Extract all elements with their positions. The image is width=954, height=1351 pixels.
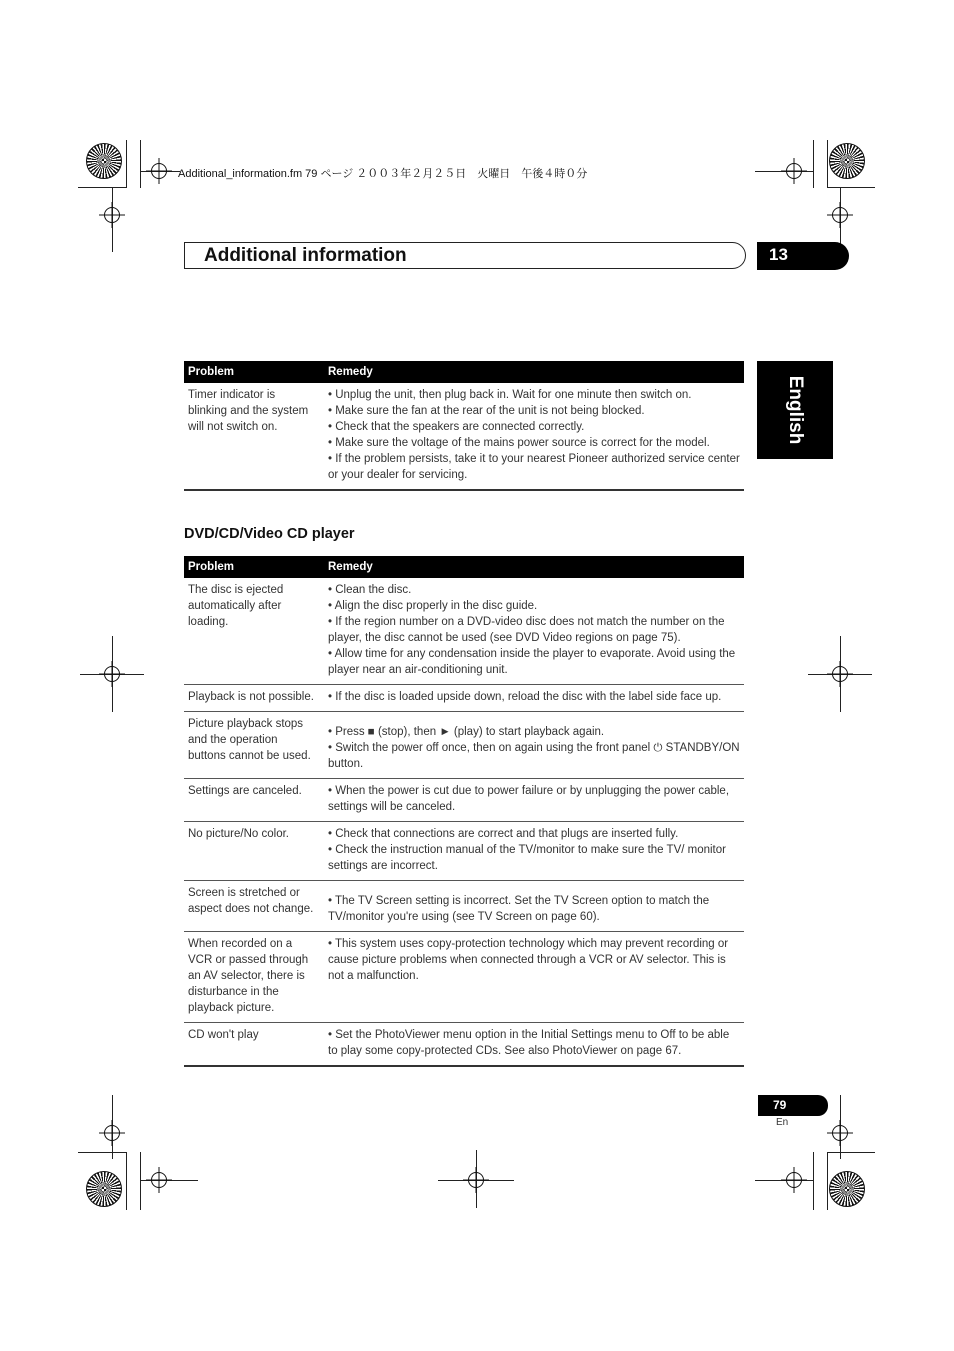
troubleshooting-table-general [184,361,744,491]
registration-mark-icon [151,163,167,179]
remedy-item: • Set the PhotoViewer menu option in the Initial Settings menu to Off to be able to play some copy-protected CDs. See also PhotoViewer on page 67. [328,1029,730,1057]
remedy-item: • If the problem persists, take it to your nearest Pioneer authorized service center or your dealer for servicing. [328,453,740,481]
column-header-problem: Problem [184,556,320,578]
language-tab [757,361,833,459]
section-title: DVD/CD/Video CD player [184,526,355,542]
remedy-cell [320,383,744,490]
registration-mark-icon [468,1172,484,1188]
column-header-problem: Problem [184,361,320,383]
language-tab-label: English [785,375,806,445]
remedy-cell [320,712,744,779]
remedy-item: • This system uses copy-protection technology which may prevent recording or cause picture problems when connected through a VCR or AV selector. This is not a malfunction. [328,938,729,982]
registration-mark-icon [104,1125,120,1141]
remedy-item: • Make sure the voltage of the mains power source is correct for the model. [328,437,710,449]
problem-cell: Settings are canceled. [184,779,320,822]
table-row [184,712,744,779]
remedy-item: • Align the disc properly in the disc guide. [328,600,538,612]
registration-mark-icon [832,207,848,223]
remedy-item: • Check the instruction manual of the TV/monitor to make sure the TV/ monitor settings are incorrect. [328,844,726,872]
page-language-code: En [776,1117,789,1128]
problem-cell: Timer indicator is blinking and the system will not switch on. [184,383,320,490]
registration-mark-icon [104,207,120,223]
chapter-number: 13 [757,242,849,270]
problem-cell: CD won't play [184,1023,320,1067]
remedy-item: • Check that the speakers are connected correctly. [328,421,585,433]
remedy-cell [320,1023,744,1067]
page-number: 79 [758,1095,828,1116]
remedy-item: • Allow time for any condensation inside the player to evaporate. Avoid using the player near an air-conditioning unit. [328,648,736,676]
problem-cell: Screen is stretched or aspect does not change. [184,881,320,932]
table-row [184,932,744,1023]
table-row [184,578,744,685]
remedy-item: • Press ■ (stop), then ► (play) to start playback again. [328,726,605,738]
problem-cell: No picture/No color. [184,822,320,881]
remedy-item: • Make sure the fan at the rear of the unit is not being blocked. [328,405,645,417]
remedy-item: • Clean the disc. [328,584,412,596]
remedy-item: • If the disc is loaded upside down, reload the disc with the label side face up. [328,691,722,703]
registration-mark-icon [151,1172,167,1188]
remedy-cell [320,779,744,822]
table-row [184,383,744,490]
remedy-item: • Check that connections are correct and that plugs are inserted fully. [328,828,679,840]
problem-cell: The disc is ejected automatically after loading. [184,578,320,685]
registration-mark-icon [832,1125,848,1141]
registration-rosette-icon [86,143,122,179]
remedy-item: • If the region number on a DVD-video disc does not match the number on the player, the disc cannot be used (see DVD Video regions on page 75). [328,616,725,644]
remedy-item: • Switch the power off once, then on again using the front panel ⏻ STANDBY/ON button. [328,742,740,770]
column-header-remedy: Remedy [320,361,744,383]
page-title: Additional information [204,245,407,266]
file-info-line: Additional_information.fm 79 ページ ２００３年２月２５日 火曜日 午後４時０分 [178,168,588,180]
table-row [184,779,744,822]
problem-cell: Playback is not possible. [184,685,320,712]
problem-cell: When recorded on a VCR or passed through an AV selector, there is disturbance in the playback picture. [184,932,320,1023]
registration-rosette-icon [829,143,865,179]
table-row [184,881,744,932]
registration-mark-icon [786,1172,802,1188]
registration-rosette-icon [829,1171,865,1207]
table-row [184,822,744,881]
remedy-cell [320,578,744,685]
remedy-item: • When the power is cut due to power failure or by unplugging the power cable, settings will be canceled. [328,785,730,813]
column-header-remedy: Remedy [320,556,744,578]
registration-mark-icon [104,666,120,682]
remedy-item: • Unplug the unit, then plug back in. Wait for one minute then switch on. [328,389,692,401]
table-row [184,1023,744,1067]
table-row [184,685,744,712]
remedy-cell [320,932,744,1023]
registration-rosette-icon [86,1171,122,1207]
problem-cell: Picture playback stops and the operation buttons cannot be used. [184,712,320,779]
remedy-cell [320,822,744,881]
remedy-cell [320,685,744,712]
registration-mark-icon [832,666,848,682]
chapter-header [184,242,746,269]
remedy-cell [320,881,744,932]
registration-mark-icon [786,163,802,179]
troubleshooting-table-dvd [184,556,744,1067]
remedy-item: • The TV Screen setting is incorrect. Set the TV Screen option to match the TV/monitor you're using (see TV Screen on page 60). [328,895,710,923]
